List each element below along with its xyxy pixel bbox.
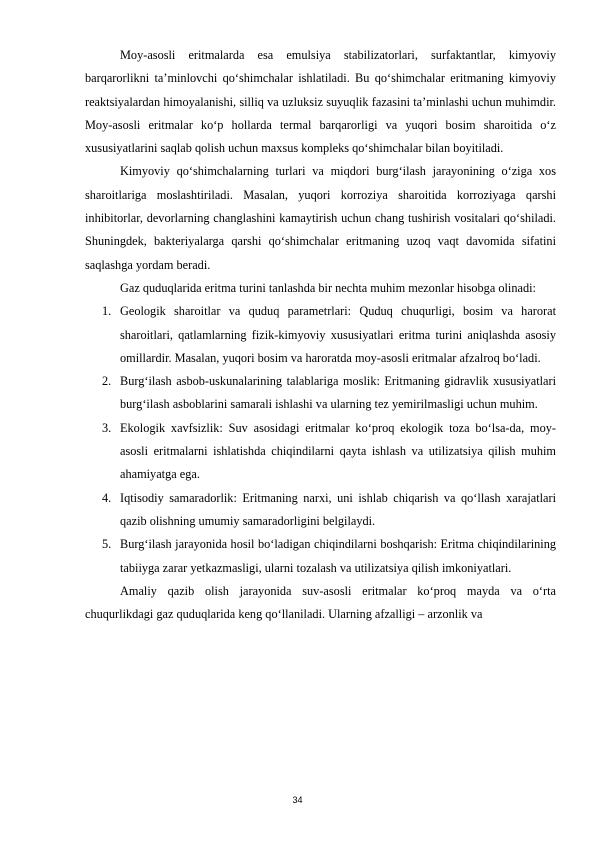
list-number: 1. xyxy=(102,304,112,319)
list-text: Iqtisodiy samaradorlik: Eritmaning narxi, uni ishlab chiqarish va qo‘llash xarajatlari qazib olishning umumiy samaradorligini belgilaydi. xyxy=(120,490,556,528)
list-text: Ekologik xavfsizlik: Suv asosidagi eritmalar ko‘proq ekologik toza bo‘lsa-da, moy-asosli eritmalarni ishlatishda chiqindilarni qayta ishlash va utilizatsiya qilish muhim ahamiyatga ega. xyxy=(120,420,556,482)
list-number: 4. xyxy=(102,490,112,505)
list-item xyxy=(85,370,556,417)
list-number: 5. xyxy=(102,537,112,552)
paragraph-chemical-types: Kimyoviy qo‘shimchalarning turlari va miqdori burg‘ilash jarayonining o‘ziga xos sharoitlariga moslashtiriladi. Masalan, yuqori korroziya sharoitida korroziyaga qarshi inhibitorlar, devorlarning changlashini kamaytirish uchun chang tushirish vositalari qo‘shiladi. Shuningdek, bakteriyalarga qarshi qo‘shimchalar eritmaning uzoq vaqt davomida sifatini saqlashga yordam beradi. xyxy=(85,164,556,272)
paragraph-additives: Moy-asosli eritmalarda esa emulsiya stabilizatorlari, surfaktantlar, kimyoviy barqarorlikni ta’minlovchi qo‘shimchalar ishlatiladi. Bu qo‘shimchalar eritmaning kimyoviy reaktsiyalardan himoyalanishi, silliq va uzluksiz suyuqlik fazasini ta’minlashi uchun muhimdir. Moy-asosli eritmalar ko‘p hollarda termal barqarorligi va yuqori bosim sharoitida o‘z xususiyatlarini saqlab qolish uchun maxsus kompleks qo‘shimchalar bilan boyitiladi. xyxy=(85,48,556,156)
list-item xyxy=(85,417,556,487)
list-item xyxy=(85,300,556,370)
list-text: Geologik sharoitlar va quduq parametrlari: Quduq chuqurligi, bosim va harorat sharoitlari, qatlamlarning fizik-kimyoviy xususiyatlari eritma turini aniqlashda asosiy omillardir. Masalan, yuqori bosim va haroratda moy-asosli eritmalar afzalroq bo‘ladi. xyxy=(120,304,556,365)
list-text: Burg‘ilash asbob-uskunalarining talablariga moslik: Eritmaning gidravlik xususiyatlari burg‘ilash asboblarini samarali ishlashi va ularning tez yemirilmasligi uchun muhim. xyxy=(120,374,556,412)
paragraph-criteria-intro: Gaz quduqlarida eritma turini tanlashda bir nechta muhim mezonlar hisobga olinadi: xyxy=(120,280,536,295)
list-number: 3. xyxy=(102,420,112,435)
paragraph-practical-use: Amaliy qazib olish jarayonida suv-asosli eritmalar ko‘proq mayda va o‘rta chuqurlikdagi gaz quduqlarida keng qo‘llaniladi. Ularning afzalligi – arzonlik va xyxy=(85,583,556,622)
criteria-list xyxy=(85,300,556,580)
list-item xyxy=(85,533,556,580)
page-body xyxy=(85,44,556,626)
list-item xyxy=(85,487,556,534)
page-number: 34 xyxy=(292,795,303,805)
list-number: 2. xyxy=(102,374,112,389)
list-text: Burg‘ilash jarayonida hosil bo‘ladigan chiqindilarni boshqarish: Eritma chiqindilarining tabiiyga zarar yetkazmasligi, ularni tozalash va utilizatsiya qilish imkoniyatlari. xyxy=(120,537,556,575)
